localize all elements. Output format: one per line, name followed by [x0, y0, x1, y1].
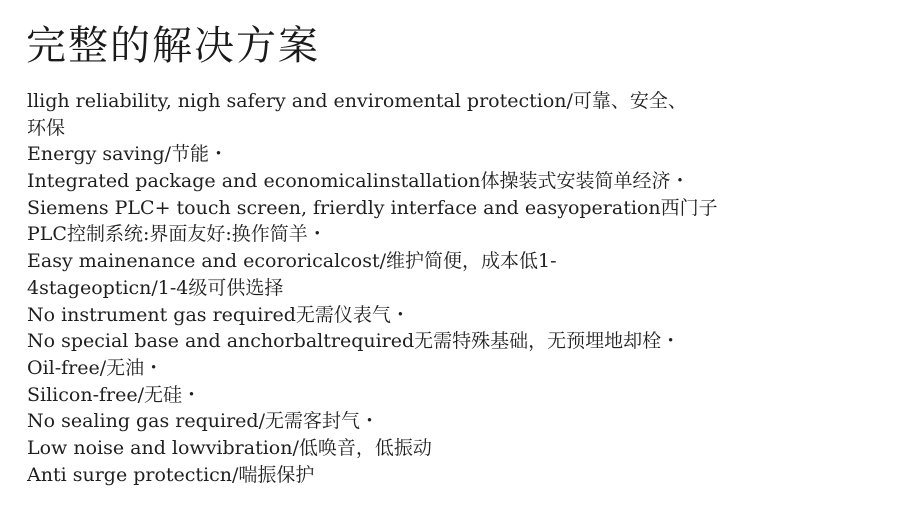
feature-line: Integrated package and economicalinstallation体操装式安装简单经济・ — [27, 170, 690, 193]
feature-line: No sealing gas required/无需客封气・ — [27, 410, 379, 433]
feature-line: 环保 — [27, 116, 66, 139]
feature-line: Easy mainenance and ecororicalcost/维护简便，成本低1- — [27, 250, 557, 273]
feature-line: No special base and anchorbaltrequired无需特殊基础，无预埋地却栓・ — [27, 330, 681, 353]
feature-line: Low noise and lowvibration/低唤音，低振动 — [27, 436, 432, 459]
feature-list — [27, 88, 887, 488]
feature-line: lligh reliability, nigh safery and enviromental protection/可靠、安全、 — [27, 90, 687, 112]
page-title: 完整的解决方案 — [26, 23, 320, 69]
feature-line: No instrument gas required无需仪表气・ — [27, 303, 410, 326]
feature-line: 4stageopticn/1-4级可供选择 — [27, 276, 284, 299]
feature-line: Anti surge protecticn/喘振保护 — [27, 463, 315, 486]
feature-line: Silicon-free/无硅・ — [27, 383, 201, 406]
feature-line: PLC控制系统:界面友好:换作简羊・ — [27, 223, 327, 246]
feature-line: Energy saving/节能・ — [27, 143, 229, 166]
feature-line: Oil-free/无油・ — [27, 356, 164, 379]
feature-line: Siemens PLC+ touch screen, frierdly interface and easyoperation西门子 — [27, 196, 718, 219]
